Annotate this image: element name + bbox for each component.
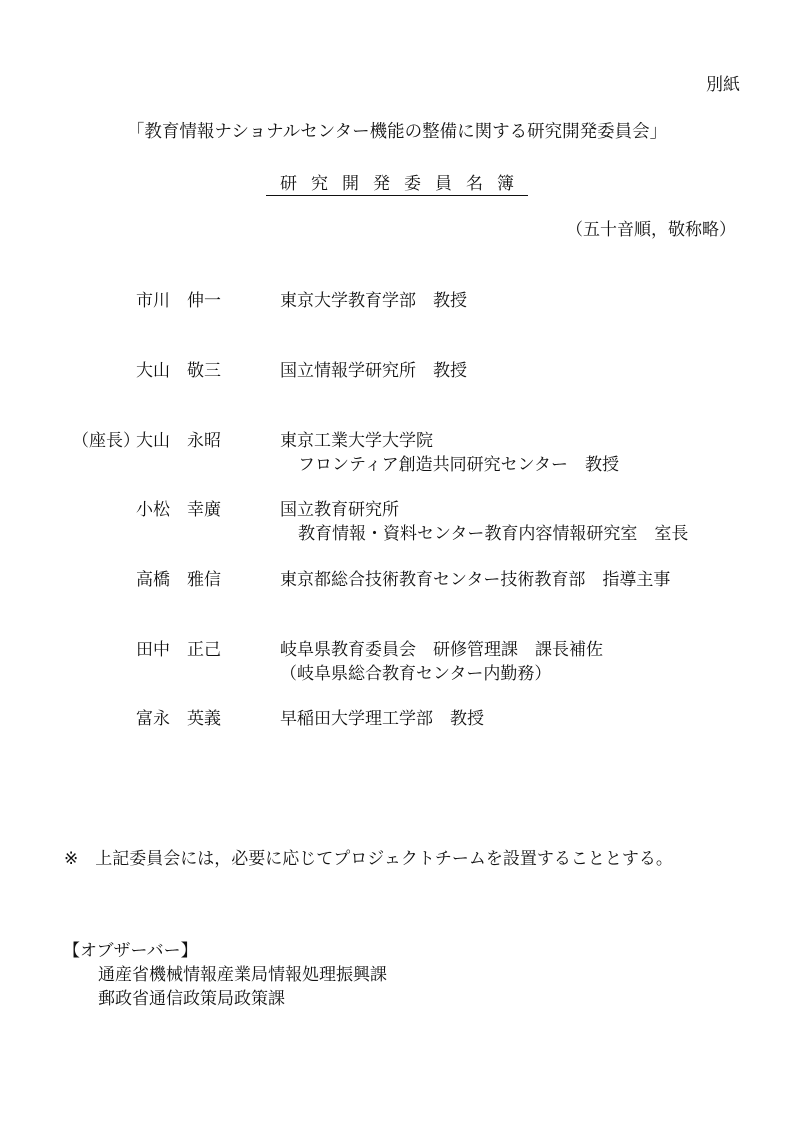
member-affiliation: 東京大学教育学部 教授: [280, 291, 467, 311]
observer-item: 郵政省通信政策局政策課: [98, 989, 285, 1009]
member-affiliation: 岐阜県教育委員会 研修管理課 課長補佐: [280, 640, 603, 660]
member-name: 高橋 雅信: [136, 570, 221, 590]
member-name: 大山 敬三: [136, 361, 221, 381]
footnote: ※ 上記委員会には，必要に応じてプロジェクトチームを設置することとする。: [64, 849, 673, 869]
document-title: 「教育情報ナショナルセンター機能の整備に関する研究開発委員会」: [126, 122, 668, 142]
member-affiliation: 国立教育研究所: [280, 500, 399, 520]
member-name: 小松 幸廣: [136, 500, 221, 520]
member-name: 田中 正己: [136, 640, 221, 660]
document-subtitle: [0, 173, 794, 195]
member-affiliation: 早稲田大学理工学部 教授: [280, 709, 484, 729]
order-note: （五十音順，敬称略）: [566, 220, 736, 240]
member-affiliation: 国立情報学研究所 教授: [280, 361, 467, 381]
attachment-label: 別紙: [706, 75, 740, 95]
member-name: 市川 伸一: [136, 291, 221, 311]
observers-heading: 【オブザーバー】: [63, 941, 198, 961]
subtitle-text: 研究開発委員名簿: [266, 174, 528, 196]
member-affiliation-detail: （岐阜県総合教育センター内勤務）: [280, 664, 552, 684]
member-affiliation-detail: フロンティア創造共同研究センター 教授: [298, 455, 619, 475]
member-role: （座長）: [72, 431, 140, 451]
observer-item: 通産省機械情報産業局情報処理振興課: [98, 965, 387, 985]
member-name: 大山 永昭: [136, 431, 221, 451]
member-name: 富永 英義: [136, 709, 221, 729]
member-affiliation: 東京都総合技術教育センター技術教育部 指導主事: [280, 570, 671, 590]
member-affiliation: 東京工業大学大学院: [280, 431, 433, 451]
member-affiliation-detail: 教育情報・資料センター教育内容情報研究室 室長: [298, 524, 689, 544]
